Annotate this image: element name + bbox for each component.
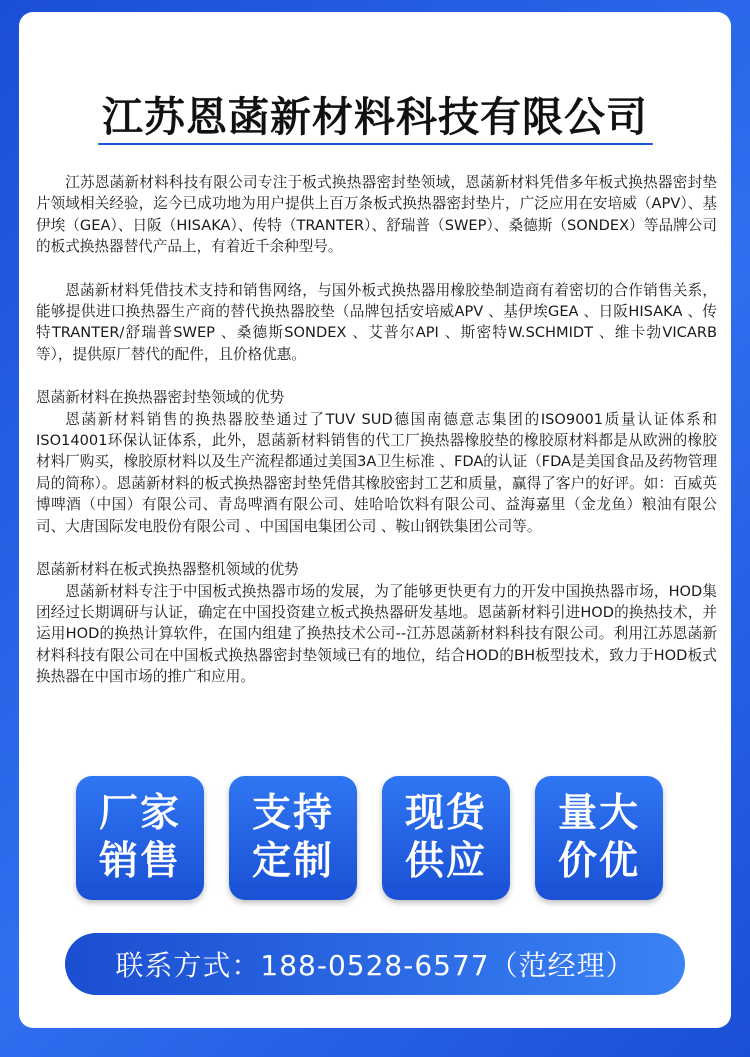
feature-badge-factory-sales bbox=[76, 776, 204, 900]
feature-badge-line1: 量大 bbox=[557, 791, 640, 836]
feature-badge-in-stock bbox=[382, 776, 510, 900]
title-divider bbox=[98, 143, 653, 145]
page-title: 江苏恩菡新材料科技有限公司 bbox=[102, 93, 648, 141]
intro-paragraph-2: 恩菡新材料凭借技术支持和销售网络，与国外板式换热器用橡胶垫制造商有着密切的合作销售关系，能够提供进口换热器生产商的替代换热器胶垫（品牌包括安培威APV 、基伊埃GEA 、日阪HISAKA 、传特TRANTER/舒瑞普SWEP 、桑德斯SONDEX 、艾普尔API 、斯密特W.SCHMIDT 、维卡勃VICARB等），提供原厂替代的配件，且价格优惠。 bbox=[36, 281, 717, 363]
feature-badge-custom bbox=[229, 776, 357, 900]
feature-badge-line2: 销售 bbox=[98, 839, 181, 884]
feature-badge-line2: 定制 bbox=[251, 839, 334, 884]
feature-badge-line1: 厂家 bbox=[98, 791, 181, 836]
section2-heading: 恩菡新材料在板式换热器整机领域的优势 bbox=[36, 561, 299, 579]
feature-badges bbox=[76, 776, 676, 900]
feature-badge-line1: 支持 bbox=[251, 791, 334, 836]
feature-badge-line2: 供应 bbox=[404, 839, 487, 884]
content-card bbox=[19, 12, 731, 1028]
contact-banner: 联系方式：188-0528-6577（范经理） bbox=[65, 933, 685, 995]
section1-paragraph: 恩菡新材料销售的换热器胶垫通过了TUV SUD德国南德意志集团的ISO9001质量认证体系和ISO14001环保认证体系，此外，恩菡新材料销售的代工厂换热器橡胶垫的橡胶原材料都是从欧洲的橡胶材料厂购买，橡胶原材料以及生产流程都通过美国3A卫生标准 、FDA的认证（FDA是美国食品及药物管理局的简称）。恩菡新材料的板式换热器密封垫凭借其橡胶密封工艺和质量，赢得了客户的好评。如：百威英博啤酒（中国）有限公司、青岛啤酒有限公司、娃哈哈饮料有限公司、益海嘉里（金龙鱼）粮油有限公司、大唐国际发电股份有限公司 、中国国电集团公司 、鞍山钢铁集团公司等。 bbox=[36, 410, 717, 535]
article-body bbox=[36, 172, 717, 688]
section2-paragraph: 恩菡新材料专注于中国板式换热器市场的发展，为了能够更快更有力的开发中国换热器市场，HOD集团经过长期调研与认证，确定在中国投资建立板式换热器研发基地。恩菡新材料引进HOD的换热技术，并运用HOD的换热计算软件，在国内组建了换热技术公司--江苏恩菡新材料科技有限公司。利用江苏恩菡新材料科技有限公司在中国板式换热器密封垫领域已有的地位，结合HOD的BH板型技术，致力于HOD板式换热器在中国市场的推广和应用。 bbox=[36, 582, 717, 686]
intro-paragraph-1: 江苏恩菡新材料科技有限公司专注于板式换热器密封垫领域，恩菡新材料凭借多年板式换热器密封垫片领域相关经验，迄今已成功地为用户提供上百万条板式换热器密封垫片，广泛应用在安培威（APV）、基伊埃（GEA）、日阪（HISAKA）、传特（TRANTER）、舒瑞普（SWEP）、桑德斯（SONDEX）等品牌公司的板式换热器替代产品上，有着近千余种型号。 bbox=[36, 174, 717, 256]
feature-badge-line1: 现货 bbox=[404, 791, 487, 836]
section1-heading: 恩菡新材料在换热器密封垫领域的优势 bbox=[36, 389, 285, 407]
feature-badge-bulk-price bbox=[535, 776, 663, 900]
feature-badge-line2: 价优 bbox=[557, 839, 640, 884]
